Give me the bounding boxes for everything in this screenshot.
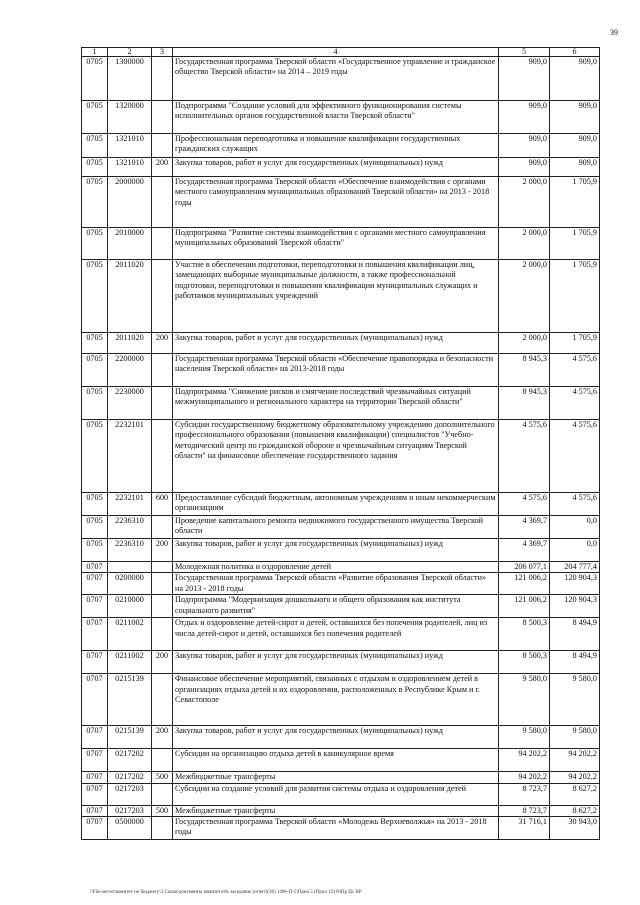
section-code-cell: 0707 <box>82 726 108 749</box>
table-header-row <box>82 48 600 57</box>
amount-planned-cell: 8 723,7 <box>499 783 550 805</box>
table-row <box>82 749 600 772</box>
target-code-cell: 1321010 <box>108 134 152 158</box>
section-code-cell: 0707 <box>82 562 108 573</box>
target-code-cell: 0210000 <box>108 595 152 618</box>
expense-type-cell <box>152 595 173 618</box>
section-code-cell: 0705 <box>82 387 108 420</box>
amount-executed-cell: 1 705,9 <box>550 177 600 228</box>
section-code-cell: 0705 <box>82 57 108 101</box>
description-cell: Субсидии на организацию отдыха детей в каникулярное время <box>173 749 499 772</box>
amount-planned-cell: 9 580,0 <box>499 726 550 749</box>
section-code-cell: 0705 <box>82 539 108 562</box>
amount-executed-cell: 30 943,0 <box>550 816 600 839</box>
amount-executed-cell: 8 494,9 <box>550 618 600 651</box>
table-row <box>82 228 600 260</box>
target-code-cell: 0500000 <box>108 816 152 839</box>
target-code-cell <box>108 562 152 573</box>
amount-planned-cell: 206 077,1 <box>499 562 550 573</box>
expense-type-cell <box>152 749 173 772</box>
header-col-1: 1 <box>82 48 108 57</box>
section-code-cell: 0705 <box>82 516 108 539</box>
budget-table <box>81 47 600 840</box>
description-cell: Закупка товаров, работ и услуг для государственных (муниципальных) нужд <box>173 333 499 354</box>
amount-planned-cell: 2 000,0 <box>499 260 550 333</box>
target-code-cell: 0217203 <box>108 783 152 805</box>
amount-executed-cell: 1 705,9 <box>550 260 600 333</box>
expense-type-cell <box>152 420 173 493</box>
table-row <box>82 726 600 749</box>
amount-planned-cell: 2 000,0 <box>499 333 550 354</box>
target-code-cell: 1300000 <box>108 57 152 101</box>
section-code-cell: 0707 <box>82 749 108 772</box>
section-code-cell: 0707 <box>82 816 108 839</box>
amount-planned-cell: 121 006,2 <box>499 595 550 618</box>
expense-type-cell: 200 <box>152 726 173 749</box>
table-row <box>82 674 600 726</box>
target-code-cell: 2230000 <box>108 387 152 420</box>
section-code-cell: 0705 <box>82 260 108 333</box>
expense-type-cell: 200 <box>152 333 173 354</box>
section-code-cell: 0705 <box>82 101 108 134</box>
target-code-cell: 0217202 <box>108 749 152 772</box>
target-code-cell: 0211002 <box>108 651 152 674</box>
header-col-6: 6 <box>550 48 600 57</box>
expense-type-cell <box>152 354 173 387</box>
amount-executed-cell: 94 202,2 <box>550 749 600 772</box>
description-cell: Государственная программа Тверской области «Обеспечение взаимодействия с органами местного самоуправления муниципальных образований Тверской области» на 2013 - 2018 годы <box>173 177 499 228</box>
description-cell: Профессиональная переподготовка и повышение квалификации государственных гражданских служащих <box>173 134 499 158</box>
amount-executed-cell: 8 627,2 <box>550 805 600 816</box>
table-row <box>82 177 600 228</box>
amount-planned-cell: 4 369,7 <box>499 516 550 539</box>
table-row <box>82 493 600 516</box>
section-code-cell: 0707 <box>82 573 108 595</box>
amount-planned-cell: 2 000,0 <box>499 228 550 260</box>
table-row <box>82 783 600 805</box>
table-row <box>82 805 600 816</box>
amount-executed-cell: 120 904,3 <box>550 595 600 618</box>
amount-executed-cell: 909,0 <box>550 134 600 158</box>
description-cell: Закупка товаров, работ и услуг для государственных (муниципальных) нужд <box>173 651 499 674</box>
section-code-cell: 0705 <box>82 158 108 177</box>
table-row <box>82 651 600 674</box>
expense-type-cell: 200 <box>152 158 173 177</box>
description-cell: Подпрограмма "Снижение рисков и смягчение последствий чрезвычайных ситуаций межмуниципального и регионального характера на территории Тверской области" <box>173 387 499 420</box>
description-cell: Субсидии на создание условий для развития системы отдыха и оздоровления детей <box>173 783 499 805</box>
header-col-5: 5 <box>499 48 550 57</box>
expense-type-cell <box>152 573 173 595</box>
table-row <box>82 772 600 783</box>
expense-type-cell <box>152 57 173 101</box>
target-code-cell: 0211002 <box>108 618 152 651</box>
amount-executed-cell: 1 705,9 <box>550 333 600 354</box>
table-row <box>82 420 600 493</box>
table-row <box>82 260 600 333</box>
amount-executed-cell: 8 494,9 <box>550 651 600 674</box>
expense-type-cell <box>152 177 173 228</box>
expense-type-cell <box>152 783 173 805</box>
expense-type-cell <box>152 674 173 726</box>
description-cell: Закупка товаров, работ и услуг для государственных (муниципальных) нужд <box>173 158 499 177</box>
expense-type-cell <box>152 387 173 420</box>
amount-executed-cell: 909,0 <box>550 57 600 101</box>
expense-type-cell <box>152 260 173 333</box>
amount-planned-cell: 8 945,3 <box>499 387 550 420</box>
expense-type-cell <box>152 516 173 539</box>
expense-type-cell: 200 <box>152 539 173 562</box>
section-code-cell: 0705 <box>82 493 108 516</box>
description-cell: Подпрограмма "Модернизация дошкольного и общего образования как института социального развития" <box>173 595 499 618</box>
table-row <box>82 333 600 354</box>
amount-planned-cell: 8 500,3 <box>499 651 550 674</box>
amount-executed-cell: 4 575,6 <box>550 420 600 493</box>
description-cell: Подпрограмма "Развитие системы взаимодействия с органами местного самоуправления муниципальных образований Тверской области" <box>173 228 499 260</box>
amount-executed-cell: 4 575,6 <box>550 354 600 387</box>
target-code-cell: 0217202 <box>108 772 152 783</box>
amount-planned-cell: 909,0 <box>499 134 550 158</box>
target-code-cell: 2010000 <box>108 228 152 260</box>
amount-planned-cell: 909,0 <box>499 101 550 134</box>
target-code-cell: 2236310 <box>108 539 152 562</box>
table-row <box>82 562 600 573</box>
target-code-cell: 1321010 <box>108 158 152 177</box>
expense-type-cell: 200 <box>152 651 173 674</box>
target-code-cell: 2011020 <box>108 333 152 354</box>
amount-executed-cell: 0,0 <box>550 539 600 562</box>
amount-planned-cell: 8 945,3 <box>499 354 550 387</box>
section-code-cell: 0707 <box>82 772 108 783</box>
description-cell: Государственная программа Тверской области «Развитие образования Тверской области» на 2013 - 2018 годы <box>173 573 499 595</box>
table-row <box>82 158 600 177</box>
expense-type-cell <box>152 562 173 573</box>
amount-planned-cell: 909,0 <box>499 158 550 177</box>
description-cell: Межбюджетные трансферты <box>173 805 499 816</box>
amount-planned-cell: 31 716,1 <box>499 816 550 839</box>
section-code-cell: 0707 <box>82 595 108 618</box>
description-cell: Закупка товаров, работ и услуг для государственных (муниципальных) нужд <box>173 726 499 749</box>
description-cell: Межбюджетные трансферты <box>173 772 499 783</box>
expense-type-cell <box>152 228 173 260</box>
section-code-cell: 0707 <box>82 618 108 651</box>
table-row <box>82 354 600 387</box>
target-code-cell: 0217203 <box>108 805 152 816</box>
amount-executed-cell: 8 627,2 <box>550 783 600 805</box>
target-code-cell: 0215139 <box>108 674 152 726</box>
section-code-cell: 0705 <box>82 228 108 260</box>
amount-executed-cell: 909,0 <box>550 158 600 177</box>
table-row <box>82 57 600 101</box>
amount-planned-cell: 4 575,6 <box>499 420 550 493</box>
section-code-cell: 0707 <box>82 805 108 816</box>
section-code-cell: 0707 <box>82 674 108 726</box>
description-cell: Закупка товаров, работ и услуг для государственных (муниципальных) нужд <box>173 539 499 562</box>
description-cell: Предоставление субсидий бюджетным, автономным учреждениям и иным некоммерческим организациям <box>173 493 499 516</box>
expense-type-cell <box>152 134 173 158</box>
table-row <box>82 387 600 420</box>
amount-planned-cell: 121 006,2 <box>499 573 550 595</box>
amount-executed-cell: 9 580,0 <box>550 726 600 749</box>
header-col-4: 4 <box>173 48 499 57</box>
target-code-cell: 2000000 <box>108 177 152 228</box>
description-cell: Субсидии государственному бюджетному образовательному учреждению дополнительного профессионального образования (повышения квалификации) специалистов "Учебно-методический центр по гражданской обороне и чрезвычайным ситуациям Тверской области" на финансовое обеспечение государственного задания <box>173 420 499 493</box>
table-row <box>82 573 600 595</box>
amount-executed-cell: 9 580,0 <box>550 674 600 726</box>
section-code-cell: 0705 <box>82 354 108 387</box>
amount-planned-cell: 8 723,7 <box>499 805 550 816</box>
description-cell: Подпрограмма "Создание условий для эффективного функционирования системы исполнительных органов государственной власти Тверской области" <box>173 101 499 134</box>
amount-executed-cell: 94 202,2 <box>550 772 600 783</box>
amount-planned-cell: 8 500,3 <box>499 618 550 651</box>
expense-type-cell <box>152 816 173 839</box>
section-code-cell: 0705 <box>82 134 108 158</box>
target-code-cell: 1320000 <box>108 101 152 134</box>
description-cell: Проведение капитального ремонта недвижимого государственного имущества Тверской области <box>173 516 499 539</box>
amount-planned-cell: 4 575,6 <box>499 493 550 516</box>
section-code-cell: 0707 <box>82 783 108 805</box>
expense-type-cell: 600 <box>152 493 173 516</box>
description-cell: Финансовое обеспечение мероприятий, связанных с отдыхом и оздоровлением детей в организациях отдыха детей и их оздоровления, расположенных в Республике Крым и г. Севастополе <box>173 674 499 726</box>
amount-planned-cell: 2 000,0 <box>499 177 550 228</box>
table-row <box>82 539 600 562</box>
amount-executed-cell: 4 575,6 <box>550 493 600 516</box>
target-code-cell: 2232101 <box>108 420 152 493</box>
description-cell: Государственная программа Тверской области «Обеспечение правопорядка и безопасности населения Тверской области» на 2013-2018 годы <box>173 354 499 387</box>
table-row <box>82 101 600 134</box>
expense-type-cell: 500 <box>152 772 173 783</box>
expense-type-cell <box>152 618 173 651</box>
expense-type-cell <box>152 101 173 134</box>
amount-executed-cell: 120 904,3 <box>550 573 600 595</box>
table-row <box>82 816 600 839</box>
amount-planned-cell: 9 580,0 <box>499 674 550 726</box>
section-code-cell: 0705 <box>82 177 108 228</box>
target-code-cell: 0215139 <box>108 726 152 749</box>
section-code-cell: 0705 <box>82 420 108 493</box>
expense-type-cell: 500 <box>152 805 173 816</box>
amount-planned-cell: 94 202,2 <box>499 749 550 772</box>
amount-planned-cell: 4 369,7 <box>499 539 550 562</box>
amount-executed-cell: 1 705,9 <box>550 228 600 260</box>
table-row <box>82 516 600 539</box>
header-col-2: 2 <box>108 48 152 57</box>
amount-executed-cell: 909,0 <box>550 101 600 134</box>
section-code-cell: 0705 <box>82 333 108 354</box>
amount-executed-cell: 4 575,6 <box>550 387 600 420</box>
description-cell: Государственная программа Тверской области «Государственное управление и гражданское общество Тверской области» на 2014 – 2019 годы <box>173 57 499 101</box>
description-cell: Участие в обеспечении подготовки, переподготовки и повышения квалификации лиц, замещающих выборные муниципальные должности, а также профессиональной подготовки, переподготовки и повышения квалификации муниципальных служащих и работников муниципальных учреждений <box>173 260 499 333</box>
table-row <box>82 618 600 651</box>
amount-executed-cell: 204 777,4 <box>550 562 600 573</box>
table-row <box>82 595 600 618</box>
target-code-cell: 0200000 <box>108 573 152 595</box>
description-cell: Молодежная политика и оздоровление детей <box>173 562 499 573</box>
table-row <box>82 134 600 158</box>
target-code-cell: 2236310 <box>108 516 152 539</box>
header-col-3: 3 <box>152 48 173 57</box>
amount-planned-cell: 94 202,2 <box>499 772 550 783</box>
section-code-cell: 0707 <box>82 651 108 674</box>
target-code-cell: 2011020 <box>108 260 152 333</box>
file-path-footer: \\File-server\комитет по бюджету\3 Сальн\документы комитета\№ заседание (отчет)(36) 1496-П-5\Прил 5 (Прил 12) РзПр Цс ВР <box>90 890 362 895</box>
page-number: 39 <box>610 28 618 37</box>
description-cell: Государственная программа Тверской области «Молодежь Верхневолжья» на 2013 - 2018 годы <box>173 816 499 839</box>
amount-executed-cell: 0,0 <box>550 516 600 539</box>
amount-planned-cell: 909,0 <box>499 57 550 101</box>
target-code-cell: 2200000 <box>108 354 152 387</box>
target-code-cell: 2232101 <box>108 493 152 516</box>
description-cell: Отдых и оздоровление детей-сирот и детей, оставшихся без попечения родителей, лиц из числа детей-сирот и детей, оставшихся без попечения родителей <box>173 618 499 651</box>
